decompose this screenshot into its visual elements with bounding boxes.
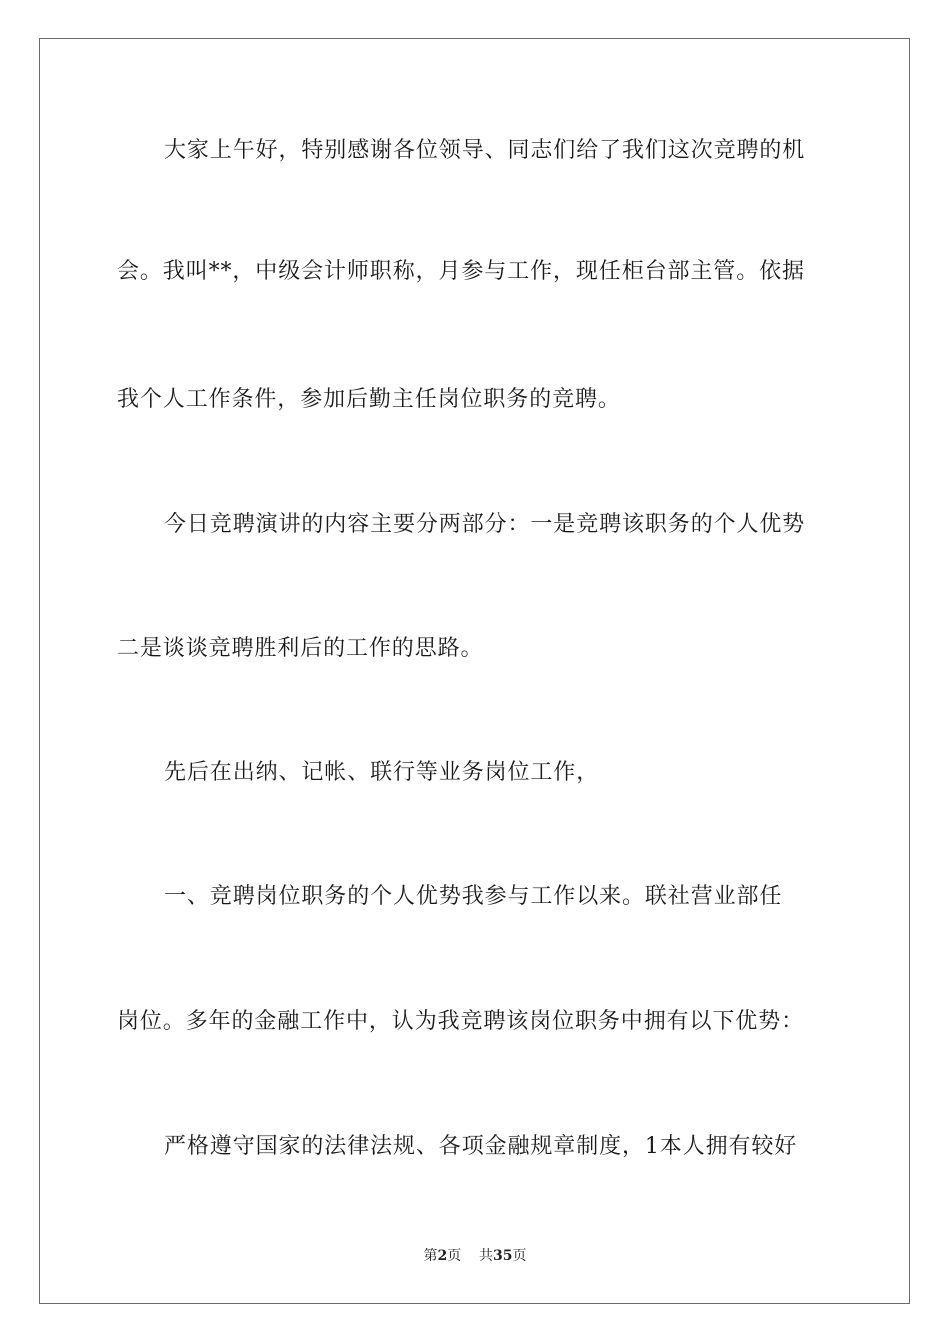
paragraph-line-3: 我个人工作条件，参加后勤主任岗位职务的竞聘。: [117, 387, 621, 412]
paragraph-line-6: 先后在出纳、记帐、联行等业务岗位工作，: [164, 760, 600, 785]
footer-total-pages: 35: [493, 1248, 513, 1264]
footer-page-unit: 页: [447, 1248, 462, 1264]
paragraph-line-1: 大家上午好，特别感谢各位领导、同志们给了我们这次竞聘的机: [164, 138, 806, 163]
page-border: [39, 38, 910, 1304]
paragraph-line-5: 二是谈谈竞聘胜利后的工作的思路。: [117, 636, 484, 661]
footer-prefix: 第: [423, 1248, 438, 1264]
page-footer: [0, 1246, 950, 1266]
paragraph-line-4: 今日竞聘演讲的内容主要分两部分：一是竞聘该职务的个人优势: [164, 512, 806, 537]
footer-page-number: 2: [437, 1248, 448, 1264]
paragraph-line-8: 岗位。多年的金融工作中，认为我竞聘该岗位职务中拥有以下优势：: [117, 1009, 805, 1034]
paragraph-line-7: 一、竞聘岗位职务的个人优势我参与工作以来。联社营业部任: [164, 884, 783, 909]
paragraph-line-2: 会。我叫**，中级会计师职称，月参与工作，现任柜台部主管。依据: [117, 259, 805, 284]
footer-total-prefix: 共: [479, 1248, 494, 1264]
paragraph-line-9: 严格遵守国家的法律法规、各项金融规章制度，1本人拥有较好: [164, 1134, 798, 1159]
footer-total-unit: 页: [512, 1248, 527, 1264]
